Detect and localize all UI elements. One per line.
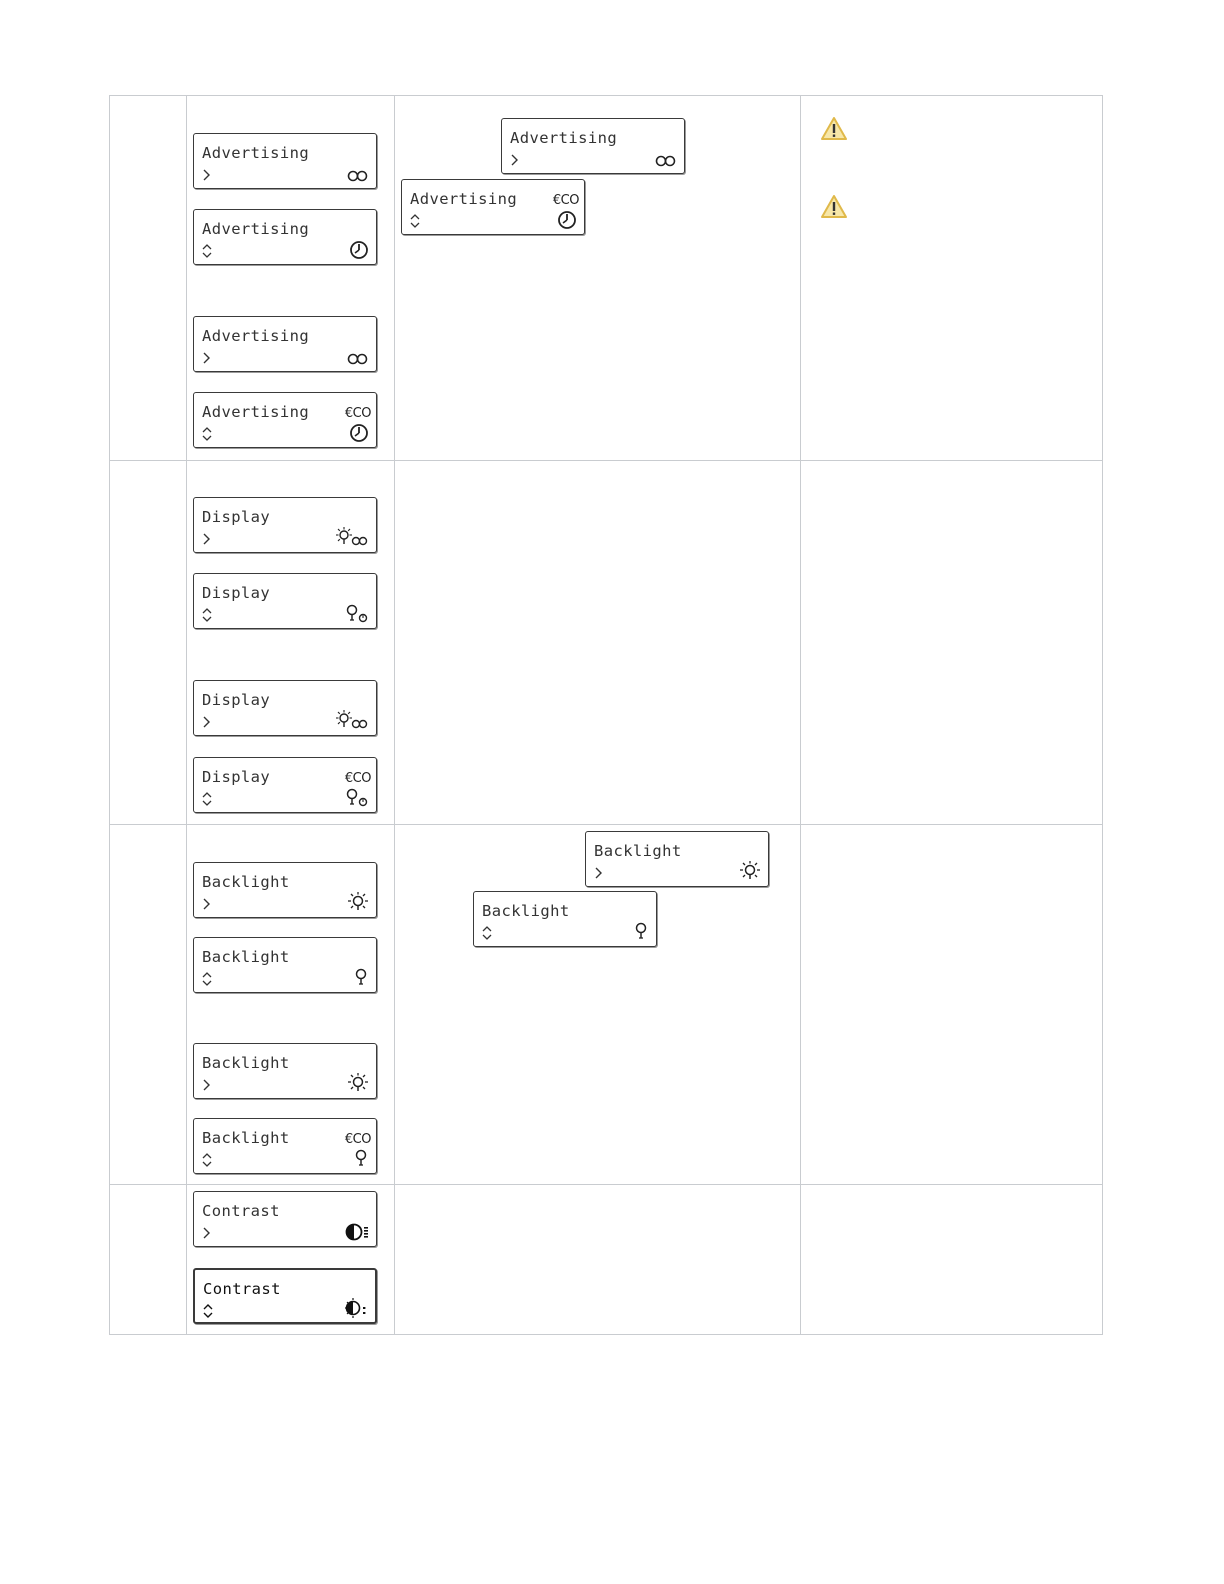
column-divider [800,95,801,1335]
clock-icon [556,208,578,230]
chevron-right-icon [593,864,605,882]
eco-indicator: €CO [344,771,371,786]
lcd-panel [193,573,377,629]
infinity-icon [654,147,678,169]
lcd-label: Backlight [202,873,290,891]
row-divider [109,824,1103,825]
chevron-right-icon [201,1224,213,1242]
bulb-off-icon [632,920,650,942]
chevron-updown-icon [201,242,213,260]
lcd-label: Advertising [510,129,618,147]
lcd-label: Backlight [482,902,570,920]
column-divider [186,95,187,1335]
chevron-right-icon [509,151,521,169]
lcd-label: Display [202,768,271,786]
lcd-label: Contrast [203,1280,281,1298]
bulb-on-icon [346,1072,370,1094]
bulb-on-icon [346,891,370,913]
lcd-panel [193,937,377,993]
chevron-right-icon [201,530,213,548]
lcd-label: Contrast [202,1202,280,1220]
chevron-right-icon [201,349,213,367]
lcd-panel [501,118,685,174]
lcd-panel [193,316,377,372]
chevron-updown-icon [481,924,493,942]
lcd-panel [193,392,377,448]
lcd-label: Advertising [202,403,310,421]
chevron-right-icon [201,713,213,731]
contrast-dim-icon [343,1296,369,1318]
warning-icon [820,194,848,220]
lcd-label: Backlight [202,1129,290,1147]
clock-icon [348,421,370,443]
bulb-on-icon [738,860,762,882]
lcd-panel [193,1043,377,1099]
row-divider [109,460,1103,461]
chevron-updown-icon [201,1151,213,1169]
lcd-panel [193,680,377,736]
lcd-label: Backlight [202,1054,290,1072]
lcd-label: Backlight [202,948,290,966]
lcd-panel [193,1118,377,1174]
lcd-panel [193,497,377,553]
lcd-panel [193,1268,377,1324]
lcd-panel [193,133,377,189]
contrast-icon [344,1220,370,1242]
lcd-label: Advertising [202,144,310,162]
chevron-updown-icon [201,790,213,808]
chevron-updown-icon [201,425,213,443]
lcd-panel [473,891,657,947]
lcd-label: Advertising [202,220,310,238]
chevron-updown-icon [201,606,213,624]
eco-indicator: €CO [552,193,579,208]
lcd-label: Display [202,584,271,602]
bulb-off-icon [352,1147,370,1169]
lcd-panel [401,179,585,235]
eco-indicator: €CO [344,1132,371,1147]
infinity-icon [346,162,370,184]
bulb-clock-icon [342,786,370,808]
bulb-clock-icon [342,602,370,624]
warning-icon [820,116,848,142]
chevron-right-icon [201,1076,213,1094]
chevron-right-icon [201,895,213,913]
infinity-icon [346,345,370,367]
lcd-label: Advertising [202,327,310,345]
chevron-updown-icon [202,1302,214,1320]
chevron-updown-icon [409,212,421,230]
row-divider [109,1184,1103,1185]
lcd-panel [585,831,769,887]
clock-icon [348,238,370,260]
bulb-on-infinity-icon [334,526,370,548]
bulb-on-infinity-icon [334,709,370,731]
lcd-panel [193,757,377,813]
lcd-label: Backlight [594,842,682,860]
lcd-panel [193,1191,377,1247]
chevron-updown-icon [201,970,213,988]
bulb-off-icon [352,966,370,988]
lcd-panel [193,209,377,265]
eco-indicator: €CO [344,406,371,421]
lcd-label: Advertising [410,190,518,208]
lcd-label: Display [202,691,271,709]
chevron-right-icon [201,166,213,184]
lcd-label: Display [202,508,271,526]
column-divider [394,95,395,1335]
lcd-panel [193,862,377,918]
